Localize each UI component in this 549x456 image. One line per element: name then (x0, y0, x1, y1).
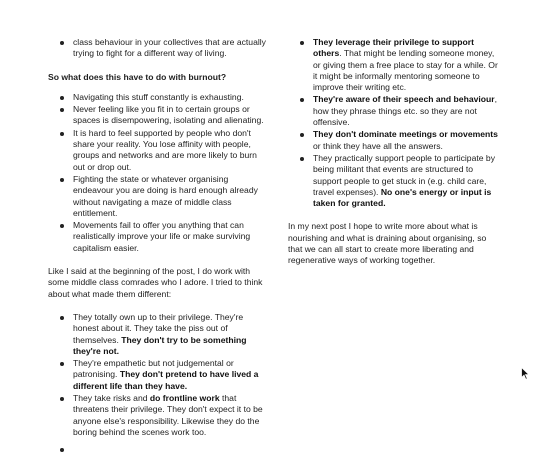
list-item: They leverage their privilege to support others. That might be lending someone money, or giving them a free place to stay for a while. Or it might be informally mentoring someone to improve their writing etc. (288, 37, 500, 93)
right-column (288, 37, 500, 279)
list-item: They're empathetic but not judgemental or patronising. They don't pretend to have lived a different life than they have. (48, 358, 270, 392)
differences-list (48, 312, 270, 455)
list-item: Navigating this stuff constantly is exhausting. (48, 92, 270, 103)
section-heading: So what does this have to do with burnout? (48, 71, 227, 82)
list-item: It is hard to feel supported by people who don't share your reality. You lose affinity with people, groups and networks and are more likely to burn out or drop out. (48, 128, 270, 173)
list-item: Movements fail to offer you anything that can realistically improve your life or make surviving capitalism easier. (48, 220, 270, 254)
empty-list-item (48, 444, 270, 455)
list-item: They don't dominate meetings or movements or think they have all the answers. (288, 129, 500, 152)
list-item: class behaviour in your collectives that are actually trying to fight for a different way of living. (48, 37, 270, 60)
body-paragraph: Like I said at the beginning of the post, I do work with some middle class comrades who I adore. I tried to think about what made them different: (48, 266, 263, 299)
list-item: Fighting the state or whatever organising endeavour you are doing is hard enough already without navigating a maze of middle class entitlement. (48, 174, 270, 219)
list-item: They're aware of their speech and behaviour, how they phrase things etc. so they are not offensive. (288, 94, 500, 128)
list-item: They take risks and do frontline work that threatens their privilege. They don't expect it to be anyone else's responsibility. Likewise they do the boring behind the scenes work too. (48, 393, 270, 438)
burnout-list (48, 92, 270, 254)
list-item: They totally own up to their privilege. They're honest about it. They take the piss out of themselves. They don't try to be something they're not. (48, 312, 270, 357)
intro-list (48, 37, 270, 60)
mouse-pointer-icon (521, 367, 530, 380)
closing-paragraph: In my next post I hope to write more about what is nourishing and what is draining about organising, so that we can all start to create more liberating and regenerative ways of working together. (288, 221, 487, 266)
list-item: They practically support people to participate by being militant that events are structured to support people to get stuck in (e.g. child care, travel expenses). No one's energy or input is taken for granted. (288, 153, 500, 209)
list-item: Never feeling like you fit in to certain groups or spaces is disempowering, isolating and alienating. (48, 104, 270, 127)
support-list (288, 37, 500, 209)
left-column (48, 37, 270, 456)
